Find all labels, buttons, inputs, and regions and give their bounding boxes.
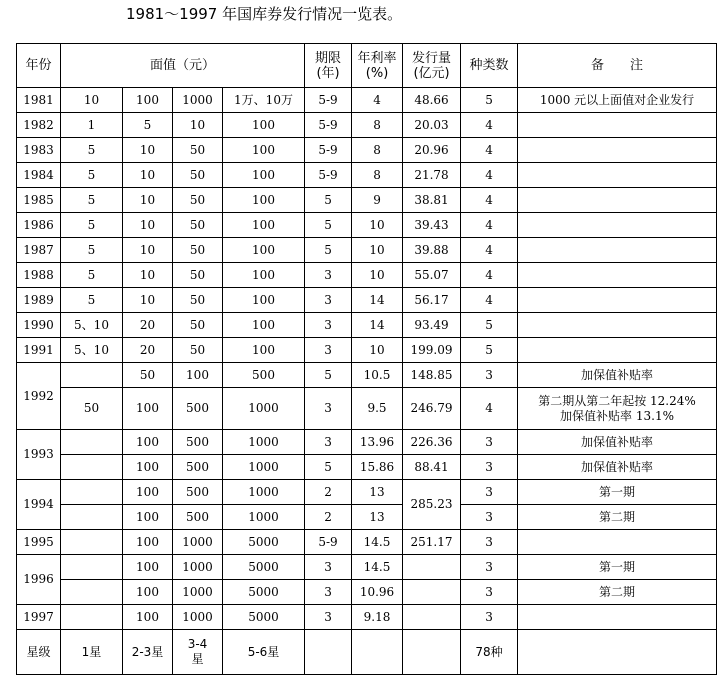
cell-types: 4	[461, 188, 518, 213]
cell-face-value-2: 100	[123, 388, 173, 430]
cell-remarks: 第一期	[518, 480, 717, 505]
cell-face-value-3: 500	[173, 388, 223, 430]
cell-face-value-4: 5000	[223, 530, 305, 555]
cell-types: 5	[461, 313, 518, 338]
table-row	[17, 338, 717, 363]
footer-star-2: 2-3星	[123, 630, 173, 675]
cell-year: 1996	[17, 555, 61, 605]
cell-face-value-4: 1000	[223, 455, 305, 480]
cell-year: 1983	[17, 138, 61, 163]
cell-rate: 13	[352, 480, 403, 505]
cell-types: 3	[461, 455, 518, 480]
cell-face-value-4: 100	[223, 163, 305, 188]
cell-face-value-3: 1000	[173, 530, 223, 555]
cell-types: 4	[461, 263, 518, 288]
cell-face-value-3: 50	[173, 338, 223, 363]
footer-row	[17, 630, 717, 675]
cell-term: 5-9	[305, 113, 352, 138]
table-row	[17, 288, 717, 313]
cell-face-value-4: 1万、10万	[223, 88, 305, 113]
cell-face-value-2: 20	[123, 338, 173, 363]
footer-star-3: 3-4 星	[173, 630, 223, 675]
cell-issue-volume	[403, 555, 461, 580]
cell-face-value-3: 50	[173, 163, 223, 188]
cell-face-value-3: 100	[173, 363, 223, 388]
cell-face-value-3: 1000	[173, 88, 223, 113]
cell-term: 3	[305, 388, 352, 430]
table-row	[17, 530, 717, 555]
cell-face-value-2: 10	[123, 138, 173, 163]
cell-types: 3	[461, 605, 518, 630]
cell-term: 5-9	[305, 163, 352, 188]
cell-face-value-3: 50	[173, 188, 223, 213]
cell-face-value-1	[61, 480, 123, 505]
cell-issue-volume: 226.36	[403, 430, 461, 455]
cell-face-value-4: 100	[223, 113, 305, 138]
cell-year: 1986	[17, 213, 61, 238]
cell-rate: 10.5	[352, 363, 403, 388]
cell-remarks: 加保值补贴率	[518, 455, 717, 480]
cell-face-value-3: 50	[173, 138, 223, 163]
cell-face-value-1	[61, 530, 123, 555]
cell-face-value-4: 5000	[223, 605, 305, 630]
table-row	[17, 163, 717, 188]
table-caption: 1981～1997 年国库券发行情况一览表。	[126, 5, 403, 23]
cell-face-value-2: 10	[123, 213, 173, 238]
cell-remarks	[518, 138, 717, 163]
cell-issue-volume: 148.85	[403, 363, 461, 388]
cell-year: 1988	[17, 263, 61, 288]
cell-rate: 10	[352, 263, 403, 288]
cell-year: 1993	[17, 430, 61, 480]
cell-rate: 9.5	[352, 388, 403, 430]
header-remarks: 备 注	[518, 44, 717, 88]
cell-face-value-4: 100	[223, 288, 305, 313]
cell-face-value-2: 100	[123, 430, 173, 455]
cell-rate: 8	[352, 138, 403, 163]
cell-face-value-2: 100	[123, 480, 173, 505]
cell-face-value-3: 50	[173, 288, 223, 313]
cell-term: 3	[305, 430, 352, 455]
table-row	[17, 388, 717, 430]
cell-face-value-1	[61, 605, 123, 630]
cell-face-value-4: 1000	[223, 388, 305, 430]
cell-issue-volume: 285.23	[403, 480, 461, 530]
cell-types: 3	[461, 530, 518, 555]
cell-face-value-4: 100	[223, 213, 305, 238]
cell-term: 5	[305, 455, 352, 480]
cell-face-value-4: 100	[223, 238, 305, 263]
cell-remarks: 第二期从第二年起按 12.24% 加保值补贴率 13.1%	[518, 388, 717, 430]
table-row	[17, 430, 717, 455]
cell-face-value-1	[61, 430, 123, 455]
cell-face-value-3: 10	[173, 113, 223, 138]
cell-issue-volume: 93.49	[403, 313, 461, 338]
cell-face-value-3: 50	[173, 313, 223, 338]
cell-remarks: 第二期	[518, 505, 717, 530]
cell-types: 4	[461, 238, 518, 263]
footer-label: 星级	[17, 630, 61, 675]
cell-face-value-1: 5	[61, 263, 123, 288]
cell-term: 5	[305, 188, 352, 213]
cell-rate: 14.5	[352, 530, 403, 555]
cell-issue-volume: 38.81	[403, 188, 461, 213]
cell-types: 3	[461, 505, 518, 530]
table-row	[17, 505, 717, 530]
cell-remarks: 加保值补贴率	[518, 363, 717, 388]
cell-rate: 13	[352, 505, 403, 530]
cell-issue-volume: 88.41	[403, 455, 461, 480]
table-row	[17, 213, 717, 238]
cell-rate: 9.18	[352, 605, 403, 630]
cell-face-value-1	[61, 580, 123, 605]
cell-rate: 14	[352, 313, 403, 338]
cell-types: 3	[461, 430, 518, 455]
cell-face-value-3: 1000	[173, 605, 223, 630]
cell-term: 3	[305, 338, 352, 363]
cell-face-value-2: 10	[123, 288, 173, 313]
header-issue-volume: 发行量 (亿元)	[403, 44, 461, 88]
cell-remarks	[518, 263, 717, 288]
cell-face-value-2: 100	[123, 555, 173, 580]
cell-term: 5-9	[305, 138, 352, 163]
cell-face-value-3: 500	[173, 480, 223, 505]
cell-rate: 10	[352, 213, 403, 238]
footer-empty	[518, 630, 717, 675]
cell-face-value-2: 20	[123, 313, 173, 338]
cell-term: 3	[305, 263, 352, 288]
cell-face-value-2: 100	[123, 580, 173, 605]
cell-face-value-2: 100	[123, 88, 173, 113]
cell-remarks	[518, 213, 717, 238]
cell-face-value-3: 50	[173, 213, 223, 238]
table-row	[17, 88, 717, 113]
cell-rate: 9	[352, 188, 403, 213]
cell-year: 1992	[17, 363, 61, 430]
cell-issue-volume: 251.17	[403, 530, 461, 555]
cell-remarks: 1000 元以上面值对企业发行	[518, 88, 717, 113]
cell-term: 5-9	[305, 530, 352, 555]
cell-year: 1982	[17, 113, 61, 138]
cell-year: 1981	[17, 88, 61, 113]
table-row	[17, 363, 717, 388]
treasury-bond-table	[16, 43, 717, 675]
cell-face-value-1: 5	[61, 188, 123, 213]
footer-empty	[305, 630, 352, 675]
cell-remarks	[518, 163, 717, 188]
cell-face-value-4: 5000	[223, 555, 305, 580]
cell-face-value-4: 1000	[223, 505, 305, 530]
cell-remarks	[518, 113, 717, 138]
cell-types: 4	[461, 388, 518, 430]
cell-types: 4	[461, 113, 518, 138]
cell-year: 1991	[17, 338, 61, 363]
cell-face-value-3: 50	[173, 263, 223, 288]
cell-issue-volume: 39.43	[403, 213, 461, 238]
cell-face-value-4: 100	[223, 263, 305, 288]
cell-rate: 15.86	[352, 455, 403, 480]
table-row	[17, 188, 717, 213]
header-row	[17, 44, 717, 88]
header-term: 期限 (年)	[305, 44, 352, 88]
cell-year: 1987	[17, 238, 61, 263]
cell-face-value-1: 5、10	[61, 313, 123, 338]
cell-types: 5	[461, 338, 518, 363]
cell-face-value-2: 100	[123, 455, 173, 480]
cell-face-value-2: 10	[123, 238, 173, 263]
cell-face-value-1: 50	[61, 388, 123, 430]
cell-face-value-2: 50	[123, 363, 173, 388]
cell-types: 5	[461, 88, 518, 113]
cell-year: 1997	[17, 605, 61, 630]
cell-issue-volume: 56.17	[403, 288, 461, 313]
table-row	[17, 605, 717, 630]
cell-remarks	[518, 313, 717, 338]
table-row	[17, 480, 717, 505]
cell-term: 3	[305, 555, 352, 580]
footer-star-1: 1星	[61, 630, 123, 675]
cell-face-value-4: 100	[223, 338, 305, 363]
cell-face-value-4: 100	[223, 138, 305, 163]
cell-face-value-1: 5、10	[61, 338, 123, 363]
cell-year: 1994	[17, 480, 61, 530]
cell-issue-volume: 246.79	[403, 388, 461, 430]
table-row	[17, 555, 717, 580]
cell-term: 2	[305, 480, 352, 505]
table-row	[17, 238, 717, 263]
cell-remarks	[518, 188, 717, 213]
cell-types: 3	[461, 580, 518, 605]
cell-year: 1990	[17, 313, 61, 338]
cell-face-value-2: 10	[123, 263, 173, 288]
cell-issue-volume: 20.03	[403, 113, 461, 138]
cell-face-value-2: 10	[123, 188, 173, 213]
cell-term: 5	[305, 238, 352, 263]
footer-empty	[403, 630, 461, 675]
cell-term: 5-9	[305, 88, 352, 113]
cell-face-value-3: 1000	[173, 580, 223, 605]
cell-term: 3	[305, 605, 352, 630]
cell-issue-volume: 199.09	[403, 338, 461, 363]
header-face-value: 面值（元）	[61, 44, 305, 88]
cell-year: 1984	[17, 163, 61, 188]
cell-term: 3	[305, 313, 352, 338]
cell-types: 4	[461, 213, 518, 238]
cell-face-value-4: 500	[223, 363, 305, 388]
table-row	[17, 580, 717, 605]
cell-rate: 14	[352, 288, 403, 313]
cell-face-value-2: 100	[123, 505, 173, 530]
cell-issue-volume: 55.07	[403, 263, 461, 288]
cell-face-value-1: 5	[61, 288, 123, 313]
cell-face-value-3: 1000	[173, 555, 223, 580]
cell-face-value-1: 1	[61, 113, 123, 138]
cell-types: 3	[461, 555, 518, 580]
header-types: 种类数	[461, 44, 518, 88]
cell-year: 1989	[17, 288, 61, 313]
cell-term: 3	[305, 580, 352, 605]
cell-face-value-3: 50	[173, 238, 223, 263]
cell-term: 5	[305, 213, 352, 238]
cell-term: 3	[305, 288, 352, 313]
cell-face-value-2: 100	[123, 530, 173, 555]
cell-face-value-1	[61, 505, 123, 530]
cell-term: 2	[305, 505, 352, 530]
cell-types: 4	[461, 288, 518, 313]
cell-remarks	[518, 338, 717, 363]
cell-face-value-4: 5000	[223, 580, 305, 605]
table-row	[17, 455, 717, 480]
cell-remarks: 加保值补贴率	[518, 430, 717, 455]
cell-face-value-4: 1000	[223, 430, 305, 455]
cell-year: 1985	[17, 188, 61, 213]
cell-face-value-1	[61, 455, 123, 480]
cell-rate: 10.96	[352, 580, 403, 605]
cell-remarks: 第二期	[518, 580, 717, 605]
table-row	[17, 113, 717, 138]
footer-star-4: 5-6星	[223, 630, 305, 675]
cell-face-value-1	[61, 363, 123, 388]
cell-face-value-1: 5	[61, 238, 123, 263]
cell-term: 5	[305, 363, 352, 388]
cell-types: 3	[461, 363, 518, 388]
cell-face-value-1: 5	[61, 163, 123, 188]
footer-total: 78种	[461, 630, 518, 675]
cell-face-value-2: 100	[123, 605, 173, 630]
cell-face-value-3: 500	[173, 430, 223, 455]
cell-remarks	[518, 288, 717, 313]
cell-face-value-2: 10	[123, 163, 173, 188]
cell-types: 3	[461, 480, 518, 505]
cell-face-value-1: 5	[61, 213, 123, 238]
footer-empty	[352, 630, 403, 675]
cell-issue-volume	[403, 580, 461, 605]
cell-face-value-1: 10	[61, 88, 123, 113]
cell-remarks	[518, 238, 717, 263]
header-rate: 年利率 (%)	[352, 44, 403, 88]
cell-issue-volume	[403, 605, 461, 630]
cell-face-value-2: 5	[123, 113, 173, 138]
cell-rate: 4	[352, 88, 403, 113]
cell-rate: 8	[352, 113, 403, 138]
cell-remarks	[518, 605, 717, 630]
cell-year: 1995	[17, 530, 61, 555]
header-year: 年份	[17, 44, 61, 88]
cell-face-value-4: 100	[223, 313, 305, 338]
cell-face-value-1: 5	[61, 138, 123, 163]
cell-issue-volume: 20.96	[403, 138, 461, 163]
cell-remarks	[518, 530, 717, 555]
cell-rate: 10	[352, 338, 403, 363]
cell-face-value-1	[61, 555, 123, 580]
table-row	[17, 138, 717, 163]
cell-issue-volume: 21.78	[403, 163, 461, 188]
cell-remarks: 第一期	[518, 555, 717, 580]
cell-issue-volume: 48.66	[403, 88, 461, 113]
cell-face-value-4: 1000	[223, 480, 305, 505]
cell-rate: 10	[352, 238, 403, 263]
cell-rate: 8	[352, 163, 403, 188]
cell-rate: 14.5	[352, 555, 403, 580]
cell-rate: 13.96	[352, 430, 403, 455]
cell-types: 4	[461, 138, 518, 163]
cell-face-value-3: 500	[173, 455, 223, 480]
cell-issue-volume: 39.88	[403, 238, 461, 263]
cell-face-value-4: 100	[223, 188, 305, 213]
cell-types: 4	[461, 163, 518, 188]
cell-face-value-3: 500	[173, 505, 223, 530]
table-row	[17, 263, 717, 288]
table-row	[17, 313, 717, 338]
